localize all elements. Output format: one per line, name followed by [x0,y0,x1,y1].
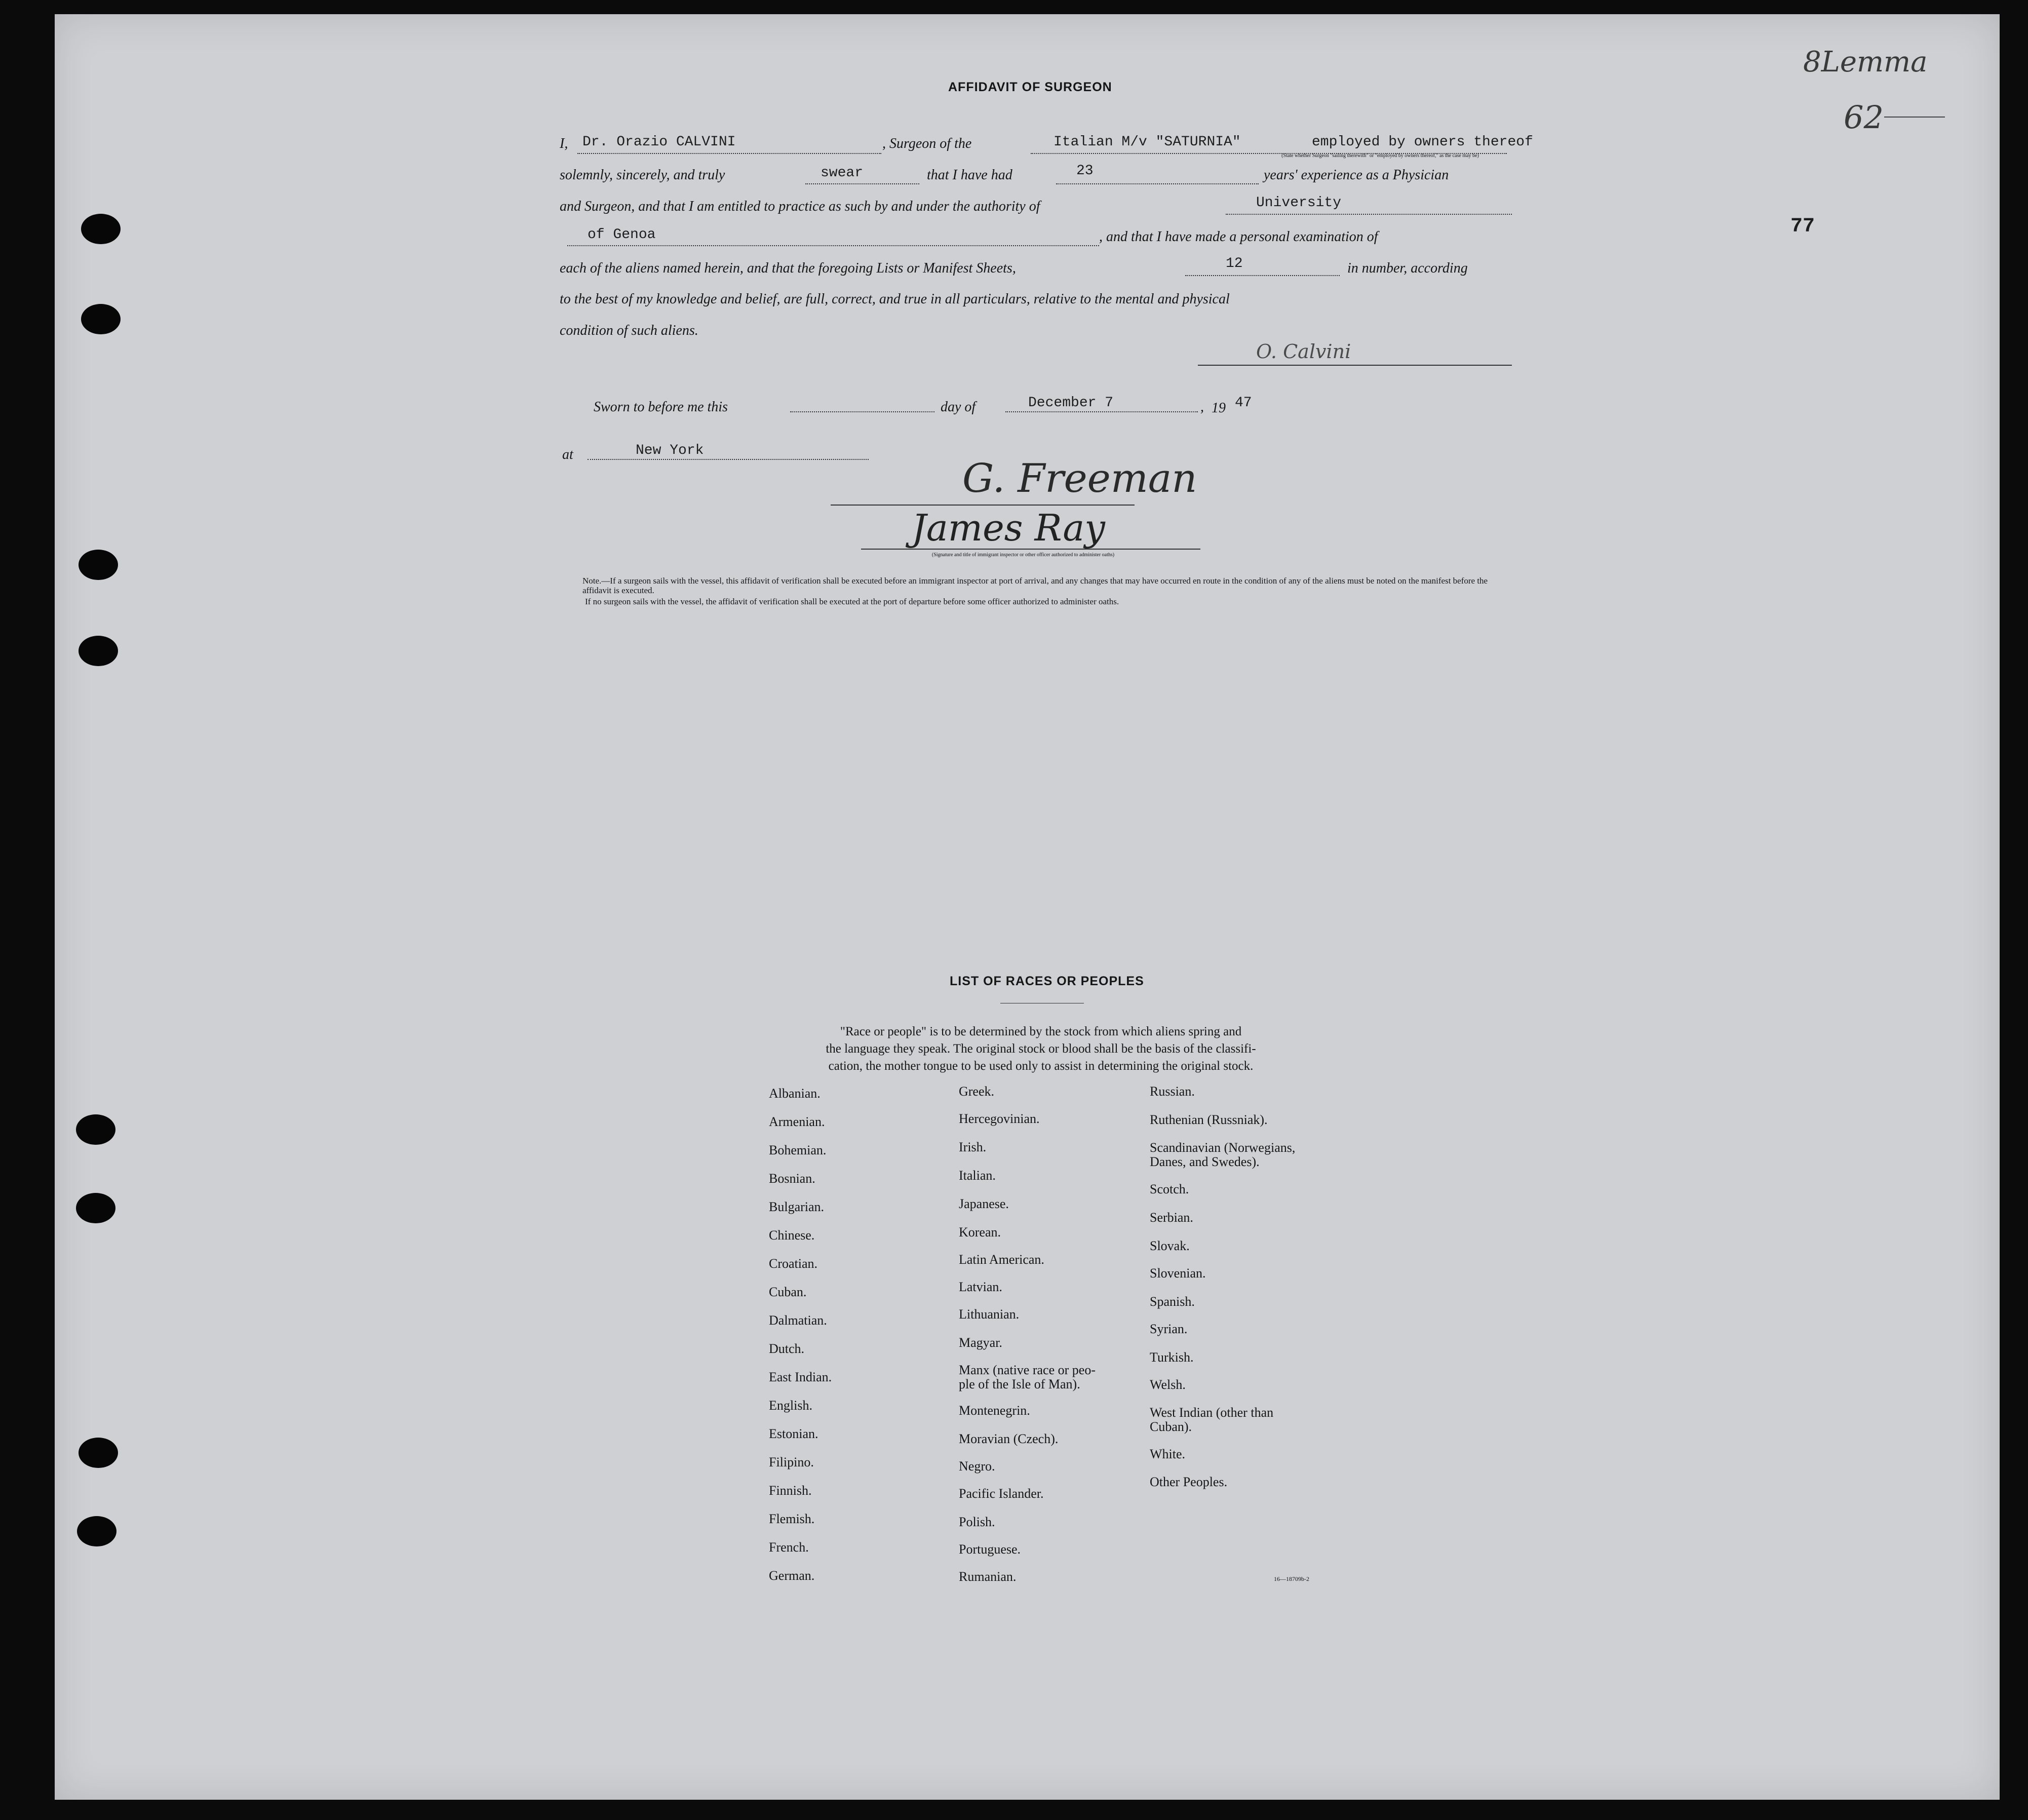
binder-hole [79,550,118,580]
race-list-item: Turkish. [1150,1350,1194,1365]
form-text: solemnly, sincerely, and truly [560,167,725,183]
form-text: , Surgeon of the [882,136,972,151]
race-list-item: East Indian. [769,1370,832,1384]
race-list-item: Bohemian. [769,1143,827,1157]
form-text: condition of such aliens. [560,323,698,338]
race-list-item: Moravian (Czech). [959,1431,1059,1446]
note-2: If no surgeon sails with the vessel, the affidavit of verification shall be executed at the port of departure before some officer authorized to administer oaths. [585,597,1119,606]
races-title: LIST OF RACES OR PEOPLES [950,974,1144,988]
race-list-item: Croatian. [769,1256,818,1271]
vessel-name: Italian M/v "SATURNIA" [1054,134,1241,150]
race-list-item: Magyar. [959,1335,1002,1350]
form-text: Sworn to before me this [594,399,728,415]
race-list-item: Armenian. [769,1114,825,1129]
page-number: 77 [1790,215,1815,238]
sworn-place: New York [636,443,704,458]
race-list-item: Latvian. [959,1280,1002,1294]
authority-continued: of Genoa [588,227,656,243]
race-list-item: Japanese. [959,1196,1009,1211]
signature-line [861,549,1200,550]
binder-hole [77,1516,116,1546]
pencil-annotation: 8Lemma [1803,46,1928,79]
race-list-item: Dutch. [769,1341,805,1356]
race-list-item: Flemish. [769,1512,815,1526]
race-list-item: Hercegovinian. [959,1111,1040,1126]
race-list-item: Cuban. [769,1285,807,1299]
document-page [55,14,2000,1800]
form-text: years' experience as a Physician [1264,167,1449,183]
race-list-item: Irish. [959,1140,987,1154]
race-list-item: Korean. [959,1225,1001,1240]
race-list-item: Latin American. [959,1252,1044,1267]
race-list-item: Spanish. [1150,1294,1195,1309]
form-text: each of the aliens named herein, and that the foregoing Lists or Manifest Sheets, [560,260,1016,276]
fill-line [577,153,881,154]
official-signature-2: James Ray [912,507,1105,549]
form-text: at [562,447,573,462]
employment-note: (State whether Surgeon "sailing therewith" or "employed by owners thereof," as the case may be) [1281,153,1479,159]
race-list-item: Serbian. [1150,1210,1193,1225]
race-list-item: Russian. [1150,1084,1195,1099]
surgeon-signature: O. Calvini [1256,340,1351,363]
race-list-item: Ruthenian (Russniak). [1150,1112,1268,1127]
race-list-item: Dalmatian. [769,1313,827,1328]
race-list-item: Polish. [959,1515,995,1529]
binder-hole [81,214,121,244]
race-list-item: Other Peoples. [1150,1475,1228,1489]
race-list-item: German. [769,1568,815,1583]
fill-line [790,411,934,412]
fill-line [1226,214,1512,215]
race-list-item: Manx (native race or peo- ple of the Isle of Man). [959,1363,1096,1391]
race-list-item: English. [769,1398,812,1413]
oath-type: swear [821,165,864,181]
form-text: and Surgeon, and that I am entitled to practice as such by and under the authority of [560,199,1040,214]
form-text: to the best of my knowledge and belief, are full, correct, and true in all particulars, relative to the mental and physical [560,291,1230,307]
years-experience: 23 [1076,163,1094,179]
official-signature: G. Freeman [962,456,1197,501]
fill-line [1005,411,1198,412]
sworn-year: 47 [1235,395,1252,411]
employment: employed by owners thereof [1312,134,1533,150]
binder-hole [79,636,118,666]
fill-line [805,183,919,184]
form-text: in number, according [1347,260,1468,276]
race-list-item: Pacific Islander. [959,1486,1044,1501]
authority: University [1256,195,1342,211]
pencil-underline [1884,117,1945,118]
race-list-item: White. [1150,1447,1186,1461]
fill-line [567,245,1099,246]
race-list-item: Slovak. [1150,1238,1190,1253]
race-list-item: Greek. [959,1084,995,1099]
race-list-item: West Indian (other than Cuban). [1150,1405,1274,1434]
form-text: , [1200,399,1204,415]
form-text: I, [560,136,568,151]
signature-line [831,505,1135,506]
fill-line [588,459,869,460]
race-list-item: French. [769,1540,809,1555]
race-list-item: Chinese. [769,1228,815,1243]
race-list-item: Scandinavian (Norwegians, Danes, and Swedes). [1150,1140,1296,1169]
pencil-annotation: 62 [1844,99,1884,136]
races-intro: "Race or people" is to be determined by the stock from which aliens spring and the language they speak. The original stock or blood shall be the basis of the classifi- cation, the mother tongue to be used only to assist in determining the original stock. [826,1025,1256,1073]
race-list-item: Albanian. [769,1086,821,1101]
sworn-date: December 7 [1028,395,1114,411]
manifest-sheets: 12 [1226,256,1243,272]
fill-line [1056,183,1259,184]
race-list-item: Scotch. [1150,1182,1189,1196]
binder-hole [76,1193,115,1223]
race-list-item: Lithuanian. [959,1307,1020,1322]
race-list-item: Negro. [959,1459,995,1474]
race-list-item: Filipino. [769,1455,814,1469]
form-text: day of [941,399,976,415]
fill-line [1185,275,1340,276]
form-text: that I have had [927,167,1012,183]
race-list-item: Slovenian. [1150,1266,1206,1281]
note-1: Note.—If a surgeon sails with the vessel, this affidavit of verification shall be executed before an immigrant inspector at port of arrival, and any changes that may have occurred en route in the condition of any of the aliens must be noted on the manifest before the affidavit is executed. [582,576,1488,595]
binder-hole [81,304,121,334]
race-list-item: Bosnian. [769,1171,815,1186]
race-list-item: Rumanian. [959,1569,1017,1584]
form-number: 16—18709b-2 [1274,1575,1309,1582]
race-list-item: Montenegrin. [959,1403,1030,1418]
race-list-item: Italian. [959,1168,996,1183]
race-list-item: Welsh. [1150,1377,1186,1392]
race-list-item: Syrian. [1150,1322,1188,1336]
signature-caption: (Signature and title of immigrant inspector or other officer authorized to administer oaths) [931,552,1115,558]
binder-hole [79,1438,118,1468]
race-list-item: Finnish. [769,1483,812,1498]
form-text: , and that I have made a personal examination of [1099,229,1378,245]
binder-hole [76,1114,115,1145]
affidavit-title: AFFIDAVIT OF SURGEON [948,80,1112,94]
surgeon-name: Dr. Orazio CALVINI [582,134,736,150]
race-list-item: Portuguese. [959,1542,1021,1557]
race-list-item: Bulgarian. [769,1199,825,1214]
signature-line [1198,365,1512,366]
race-list-item: Estonian. [769,1426,818,1441]
form-text: 19 [1212,400,1226,416]
